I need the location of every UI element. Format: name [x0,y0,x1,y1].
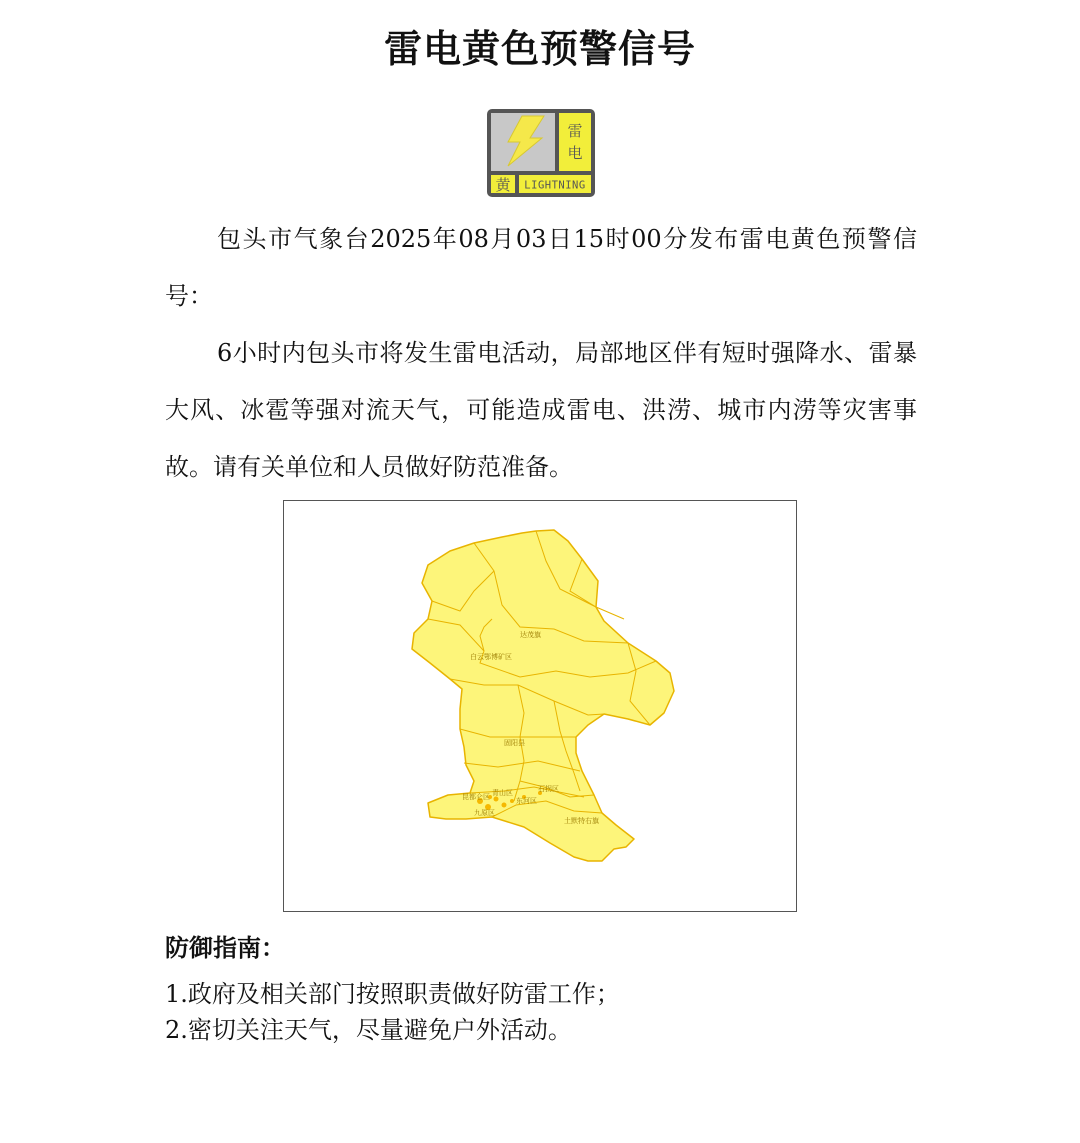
guide-item: 2.密切关注天气，尽量避免户外活动。 [165,1016,572,1044]
warning-intro-paragraph: 包头市气象台2025年08月03日15时00分发布雷电黄色预警信号： [165,225,917,310]
map-label-baiyun: 白云鄂博矿区 [470,653,512,661]
signal-vertical-label-2: 电 [567,144,583,162]
map-label-kundulun: 昆都仑区 [462,793,490,801]
map-label-tumote: 土默特右旗 [564,817,599,825]
page-title: 雷电黄色预警信号 [383,27,696,71]
map-label-guyang: 固阳县 [504,739,525,747]
warning-area-map [283,500,797,912]
signal-level-char: 黄 [495,176,511,194]
signal-vertical-label-1: 雷 [567,122,583,140]
guide-item: 1.政府及相关部门按照职责做好防雷工作； [165,980,620,1008]
lightning-yellow-signal-icon [486,108,596,198]
map-label-shiguai: 石拐区 [538,785,559,793]
baotou-region-map [284,501,796,911]
region-outline [412,530,674,861]
guide-title: 防御指南： [165,934,285,962]
map-label-donghe: 东河区 [516,797,537,805]
warning-content-paragraph: 6小时内包头市将发生雷电活动，局部地区伴有短时强降水、雷暴大风、冰雹等强对流天气，可能造成雷电、洪涝、城市内涝等灾害事故。请有关单位和人员做好防范准备。 [165,339,917,481]
map-label-jiuyuan: 九原区 [474,809,495,817]
signal-english-label: LIGHTNING [524,179,586,192]
map-label-damao: 达茂旗 [520,631,541,639]
map-label-qingshan: 青山区 [492,789,513,797]
